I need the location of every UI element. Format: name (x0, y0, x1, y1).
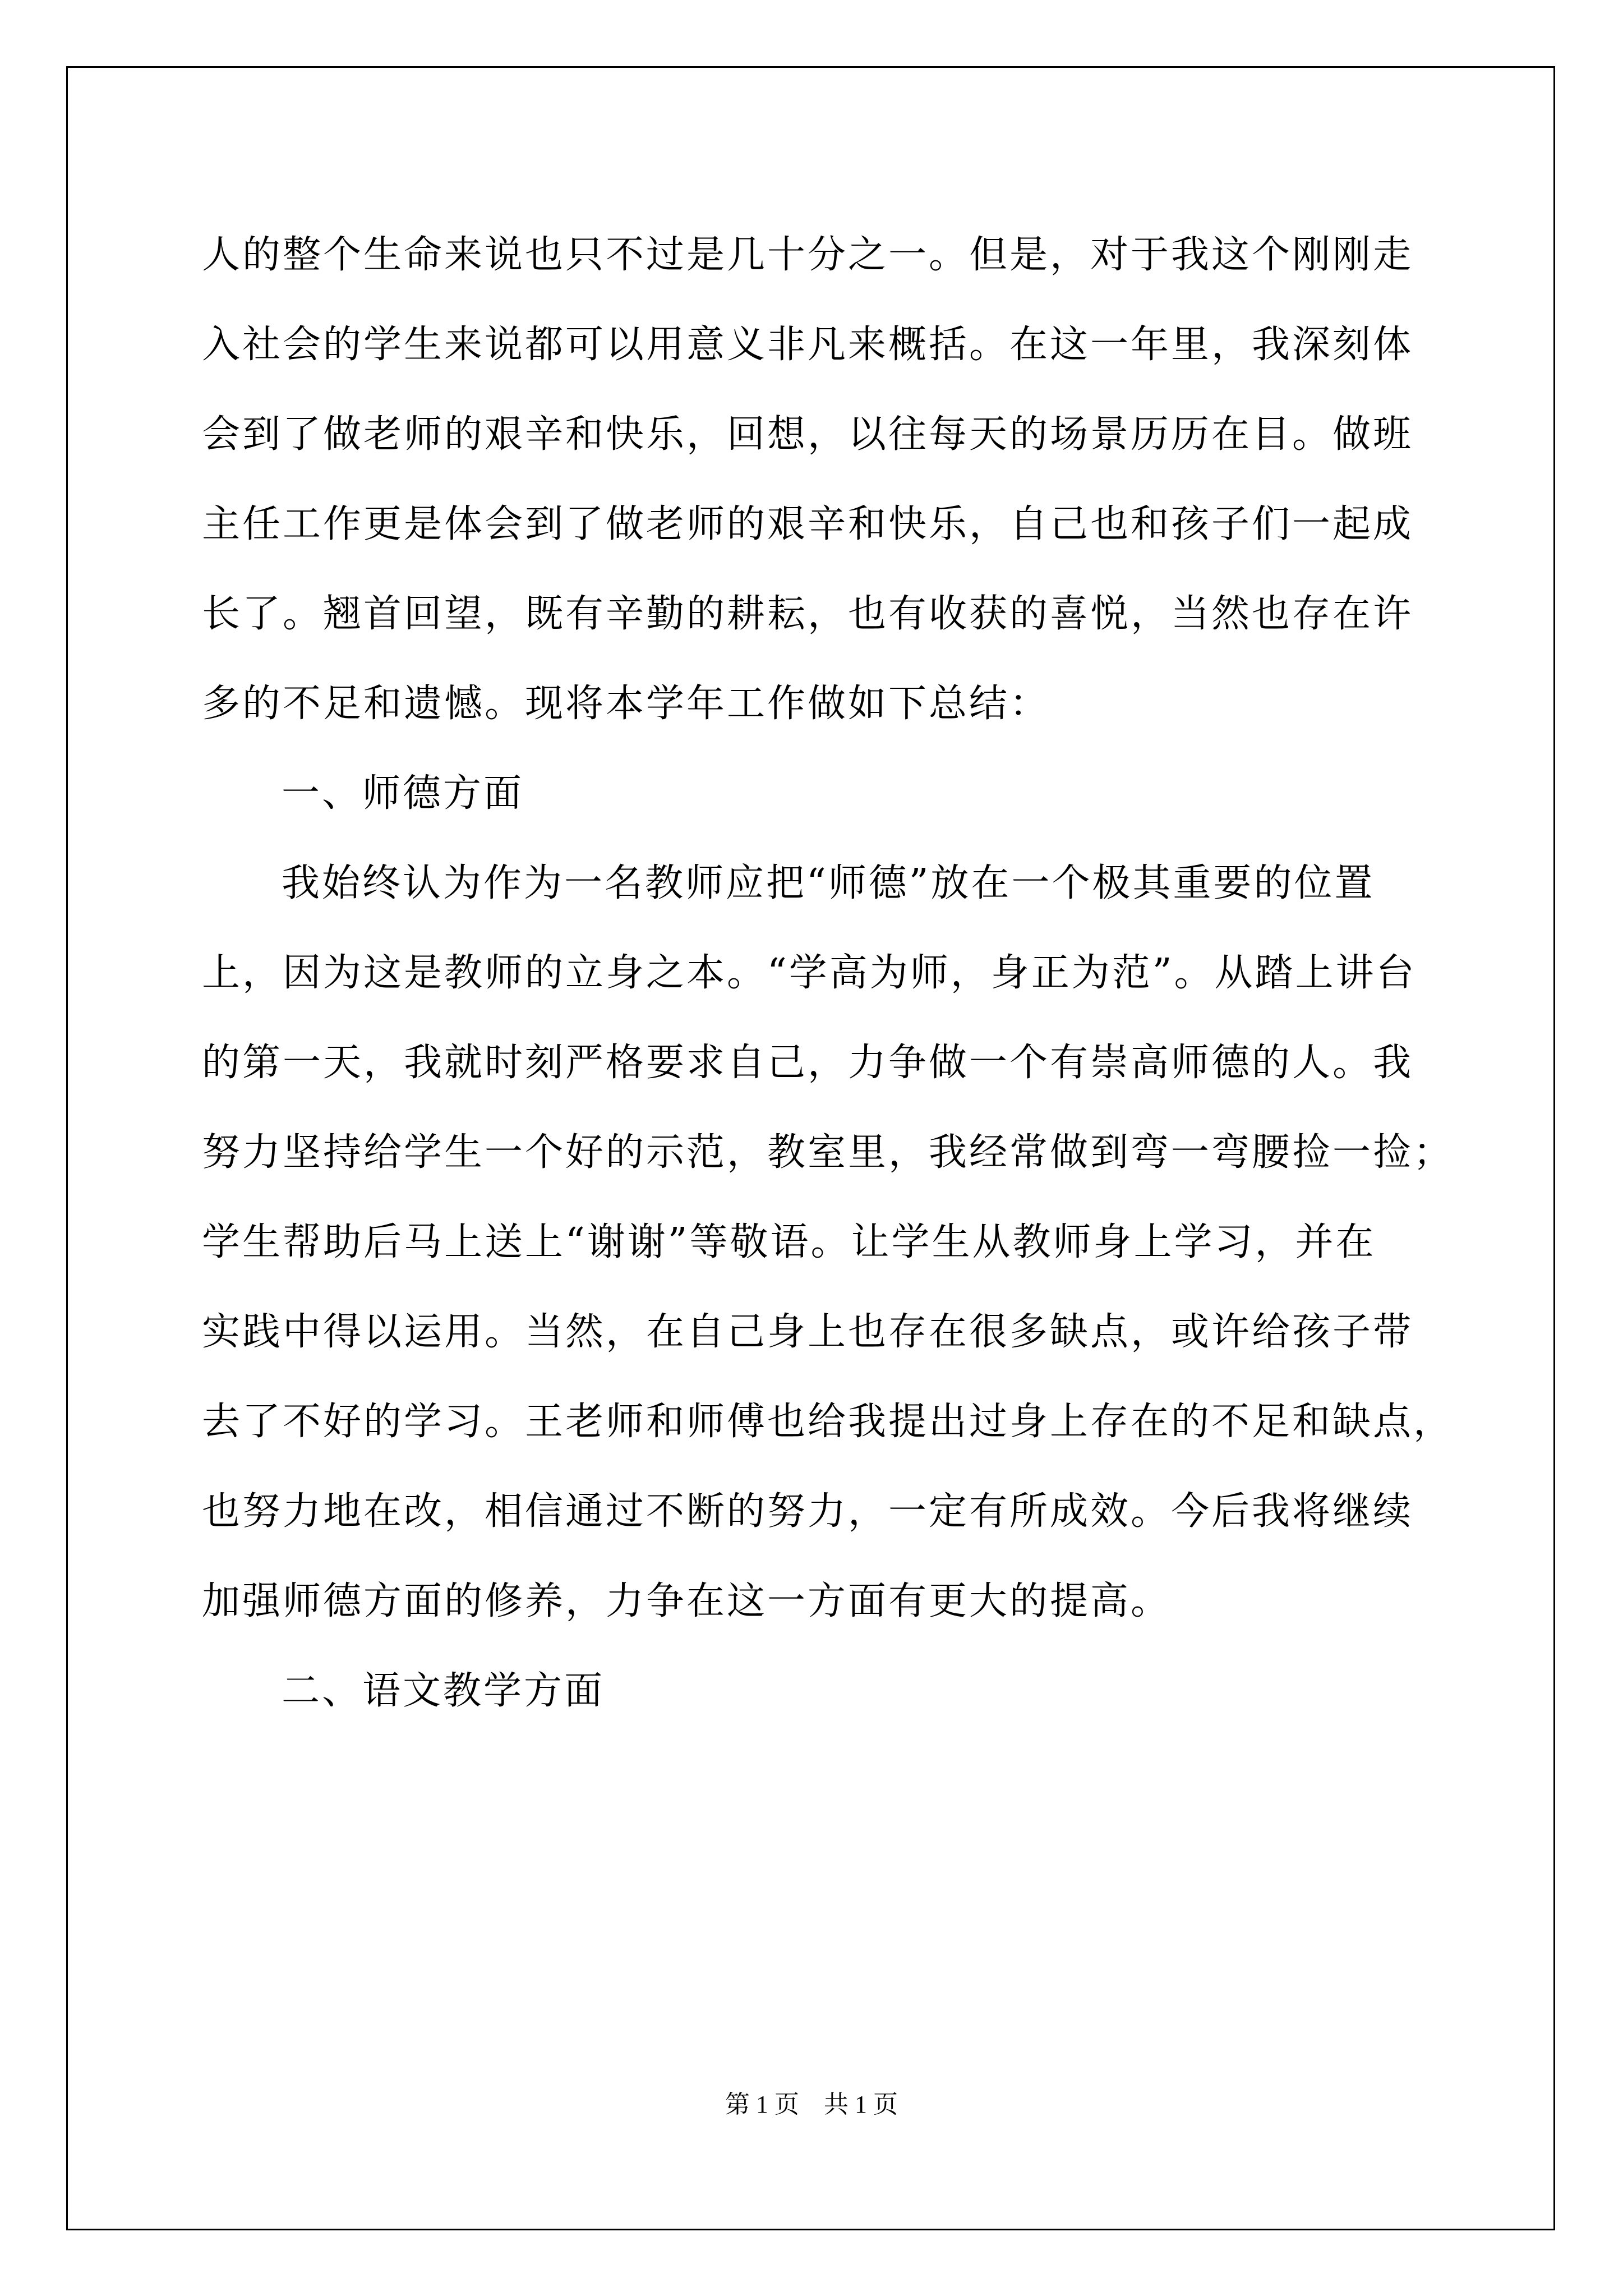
text-line: 努力坚持给学生一个好的示范，教室里，我经常做到弯一弯腰捡一捡； (202, 1130, 1454, 1175)
section-heading: 一、师德方面 (282, 771, 524, 816)
text-line: 人的整个生命来说也只不过是几十分之一。但是，对于我这个刚刚走 (202, 233, 1414, 277)
text-line: 主任工作更是体会到了做老师的艰辛和快乐，自己也和孩子们一起成 (202, 502, 1414, 546)
text-line: 上，因为这是教师的立身之本。“学高为师，身正为范”。从踏上讲台 (202, 951, 1417, 995)
text-line: 也努力地在改，相信通过不断的努力，一定有所成效。今后我将继续 (202, 1489, 1414, 1534)
document-body (202, 210, 1454, 1736)
text-line: 实践中得以运用。当然，在自己身上也存在很多缺点，或许给孩子带 (202, 1310, 1414, 1354)
text-line: 的第一天，我就时刻严格要求自己，力争做一个有崇高师德的人。我 (202, 1041, 1414, 1085)
text-line: 学生帮助后马上送上“谢谢”等敬语。让学生从教师身上学习，并在 (202, 1220, 1376, 1264)
text-line: 会到了做老师的艰辛和快乐，回想，以往每天的场景历历在目。做班 (202, 412, 1414, 457)
text-line: 去了不好的学习。王老师和师傅也给我提出过身上存在的不足和缺点， (202, 1400, 1454, 1444)
text-line: 入社会的学生来说都可以用意义非凡来概括。在这一年里，我深刻体 (202, 323, 1414, 367)
section-heading: 二、语文教学方面 (282, 1669, 605, 1713)
text-line: 多的不足和遗憾。现将本学年工作做如下总结： (202, 682, 1050, 726)
text-line: 长了。翘首回望，既有辛勤的耕耘，也有收获的喜悦，当然也存在许 (202, 592, 1414, 636)
text-line: 加强师德方面的修养，力争在这一方面有更大的提高。 (202, 1579, 1172, 1623)
page-number-footer: 第 1 页 共 1 页 (725, 2091, 898, 2118)
text-line: 我始终认为作为一名教师应把“师德”放在一个极其重要的位置 (282, 861, 1375, 905)
